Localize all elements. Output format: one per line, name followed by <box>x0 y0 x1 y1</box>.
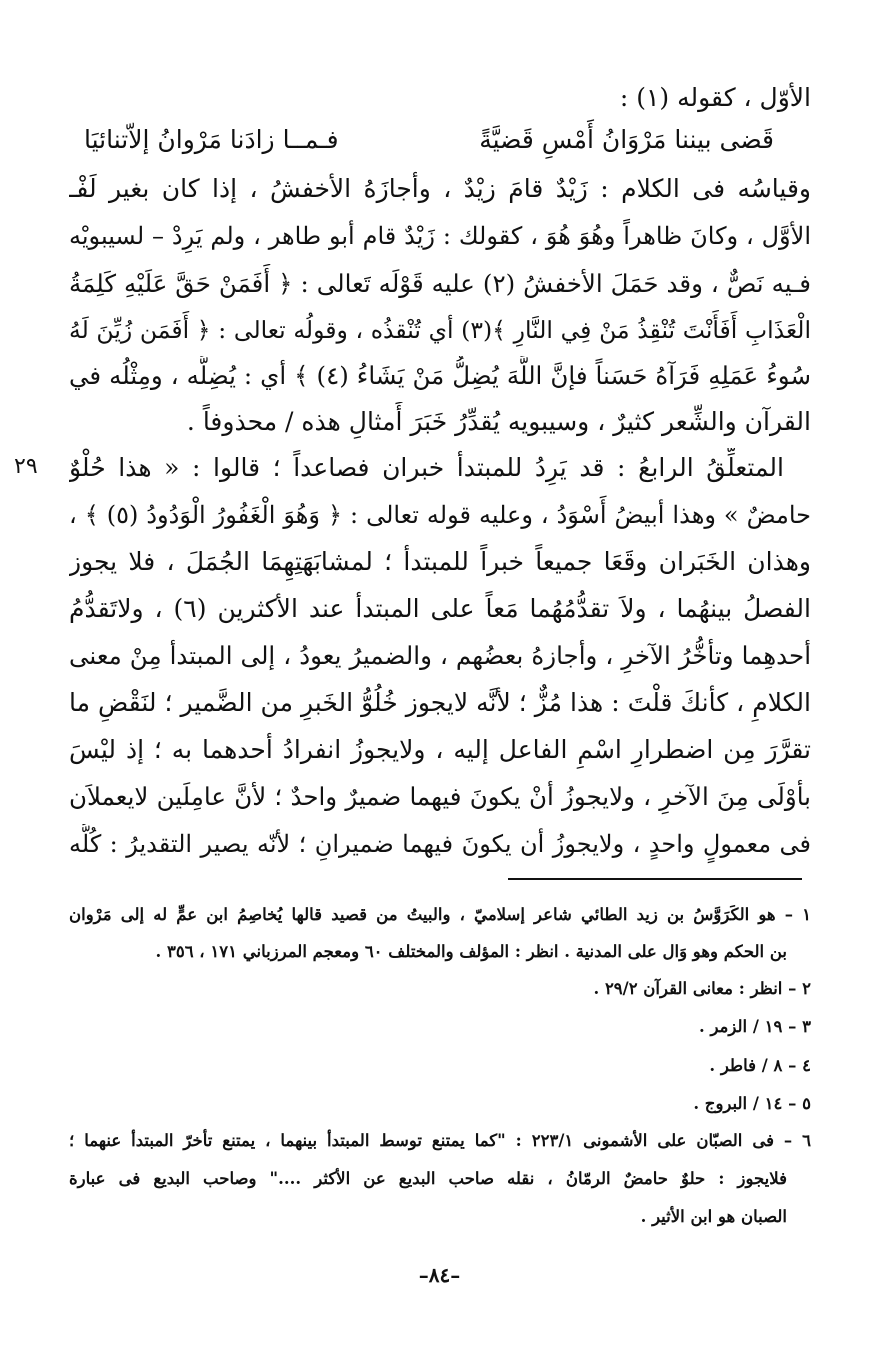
footnote-3: ٣ – ١٩ / الزمر . <box>698 1017 811 1036</box>
footnote-5: ٥ – ١٤ / البروج . <box>693 1094 811 1113</box>
footnote-2: ٢ – انظر : معانى القرآن ٢٩/٢ . <box>593 979 811 998</box>
body-line-10: حامضٌ » وهذا أبيضُ أَسْوَدُ ، وعليه قوله تعالى : ﴿ وَهُوَ الْغَفُورُ الْوَدُودُ (٥) ﴾ ، <box>69 501 811 529</box>
body-line-17: فى معمولٍ واحدٍ ، ولايجوزُ أن يكونَ فيهما ضميرانِ ؛ لأنّه يصير التقديرُ : كُلُّه <box>69 830 811 858</box>
footnote-separator <box>508 878 802 880</box>
page-number: –٨٤– <box>418 1263 461 1287</box>
body-line-13: أحدهِما وتأخُّرُ الآخرِ ، وأجازهُ بعضُهم ، والضميرُ يعودُ ، إلى المبتدأ مِنْ معنى <box>69 641 811 670</box>
footnote-4: ٤ – ٨ / فاطر . <box>709 1056 811 1075</box>
poetry-verse <box>84 120 774 160</box>
footnote-1-line-2: بن الحكم وهو وَال على المدنية . انظر : المؤلف والمختلف ٦٠ ومعجم المرزباني ١٧١ ، ٣٥٦ . <box>155 942 787 961</box>
margin-page-reference: ٢٩ <box>14 454 38 479</box>
footnote-1-line-1: ١ – هو الكَرَوَّسُ بن زيد الطائي شاعر إسلاميّ ، والبيتُ من قصيد قالها يُخاصِمُ ابن عمٍّ له إلى مَرْوان <box>69 905 811 924</box>
footnote-6-line-3: الصبان هو ابن الأثير . <box>640 1207 787 1226</box>
body-line-5: فـيه نَصٌّ ، وقد حَمَلَ الأخفشُ (٢) عليه قَوْلَه تَعالى : ﴿ أَفَمَنْ حَقَّ عَلَيْهِ كَلِمَةُ <box>69 269 811 298</box>
body-line-3: وقياسُه فى الكلام : زَيْدٌ قامَ زيْدٌ ، وأجازَهُ الأخفشُ ، إذا كان بغير لَفْـ <box>69 174 811 203</box>
body-line-15: تقرَّرَ مِن اضطرارِ اسْمِ الفاعل إليه ، ولايجوزُ انفرادُ أحدهما به ؛ إذ ليْسَ <box>69 735 811 764</box>
verse-second-hemistich: فـمــا زادَنا مَرْوانُ إلاّتنائيَا <box>84 125 339 154</box>
body-line-16: بأوْلَى مِنَ الآخرِ ، ولايجوزُ أنْ يكونَ فيهما ضميرٌ واحدٌ ؛ لأنَّ عامِلَين لايعملاَن <box>69 782 811 811</box>
body-line-14: الكلامِ ، كأنكَ قلْتَ : هذا مُزٌّ ؛ لأنَّه لايجوز خُلُوُّ الخَبرِ من الضَّمير ؛ لنَقْضِ ما <box>69 688 811 717</box>
body-line-8: القرآن والشِّعر كثيرٌ ، وسيبويه يُقدِّرُ خَبَرَ أَمثالِ هذه / محذوفاً . <box>186 407 811 436</box>
body-line-1: الأوّل ، كقوله (١) : <box>619 83 811 112</box>
footnote-6-line-2: فلايجوز : حلوٌ حامضٌ الرمّانُ ، نقله صاحب البديع عن الأكثر ...." وصاحب البديع فى عبارة <box>69 1169 787 1188</box>
body-line-6: الْعَذَابِ أَفَأَنْتَ تُنْقِذُ مَنْ فِي النَّارِ ﴾(٣) أي تُنْقذُه ، وقولُه تعالى : ﴿ أَفَمَن زُيِّنَ لَهُ <box>69 316 811 344</box>
verse-first-hemistich: قَضى بيننا مَرْوَانُ أَمْسِ قَضيَّةً <box>479 125 774 154</box>
body-line-12: الفصلُ بينهُما ، ولاَ تقدُّمُهُما مَعاً على المبتدأ عند الأكثرين (٦) ، ولاتَقدُّمُ <box>69 594 811 623</box>
body-line-11: وهذان الخَبَران وقَعَا جميعاً خبراً للمبتدأ ؛ لمشابَهَتِهِمَا الجُمَلَ ، فلا يجوز <box>69 547 811 576</box>
body-line-9: المتعلِّقُ الرابعُ : قد يَرِدُ للمبتدأ خبران فصاعداً ؛ قالوا : « هذا حُلْوٌ <box>69 453 784 482</box>
body-line-4: الأوَّل ، وكانَ ظاهراً وهُوَ هُوَ ، كقولك : زَيْدٌ قام أبو طاهر ، ولم يَرِدْ – لسيبويْه <box>69 222 811 250</box>
footnote-6-line-1: ٦ – فى الصبّان على الأشمونى ٢٢٣/١ : "كما يمتنع توسط المبتدأ بينهما ، يمتنع تأخرّ المبتدأ عنهما ؛ <box>69 1131 811 1150</box>
body-line-7: سُوءُ عَمَلِهِ فَرَآهُ حَسَناً فإنَّ اللَّهَ يُضِلُّ مَنْ يَشَاءُ (٤) ﴾ أي : يُضِلُّه ، ومِثْلُه في <box>69 361 811 390</box>
